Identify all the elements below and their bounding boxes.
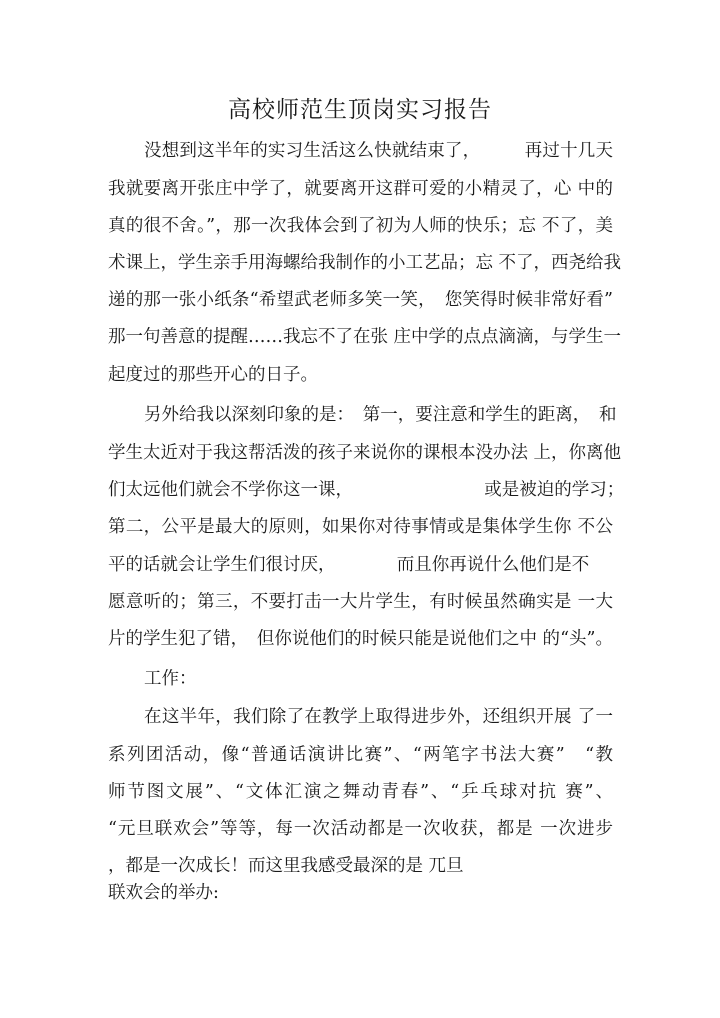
paragraph-line: 系列团活动，像“普通话演讲比赛”、“两笔字书法大赛” “教 xyxy=(108,745,613,765)
paragraph-line: “元旦联欢会”等等，每一次活动都是一次收获，都是 一次进步 xyxy=(108,819,613,839)
paragraph-line: 第二，公平是最大的原则，如果你对待事情或是集体学生你 不公 xyxy=(108,517,613,537)
paragraph-line: 另外给我以深刻印象的是： 第一，要注意和学生的距离， 和 xyxy=(144,405,617,425)
paragraph-line: 片的学生犯了错， 但你说他们的时候只能是说他们之中 的“头”。 xyxy=(108,629,613,649)
paragraph-line: 师节图文展”、“文体汇演之舞动青春”、“乒乓球对抗 赛”、 xyxy=(108,782,613,802)
paragraph-line: 联欢会的举办: xyxy=(108,883,219,903)
paragraph-line: 学生太近对于我这帮活泼的孩子来说你的课根本没办法 上，你离他 xyxy=(108,443,622,463)
document-title: 高校师范生顶岗实习报告 xyxy=(228,97,492,123)
paragraph-line: 在这半年，我们除了在教学上取得进步外，还组织开展 了一 xyxy=(144,707,613,727)
paragraph-line: 愿意听的；第三，不要打击一大片学生，有时候虽然确实是 一大 xyxy=(108,592,613,612)
paragraph-line: 平的话就会让学生们很讨厌， 而且你再说什么他们是不 xyxy=(108,555,590,575)
section-heading: 工作： xyxy=(144,669,197,689)
paragraph-line: 起度过的那些开心的日子。 xyxy=(108,365,318,385)
paragraph-line: 没想到这半年的实习生活这么快就结束了， 再过十几天 xyxy=(144,141,613,161)
paragraph-line: 递的那一张小纸条“希望武老师多笑一笑， 您笑得时候非常好看” xyxy=(108,290,613,310)
paragraph-line: 真的很不舍。”，那一次我体会到了初为人师的快乐；忘 不了，美 xyxy=(108,216,613,236)
paragraph-line: 我就要离开张庄中学了，就要离开这群可爱的小精灵了，心 中的 xyxy=(108,179,613,199)
paragraph-line: 术课上，学生亲手用海螺给我制作的小工艺品；忘 不了，西尧给我 xyxy=(108,253,622,273)
paragraph-line: ，都是一次成长！而这里我感受最深的是 兀旦 xyxy=(108,856,464,876)
paragraph-line: 们太远他们就会不学你这一课， 或是被迫的学习； xyxy=(108,480,625,500)
paragraph-line: 那一句善意的提醒……我忘不了在张 庄中学的点点滴滴，与学生一 xyxy=(108,327,622,347)
